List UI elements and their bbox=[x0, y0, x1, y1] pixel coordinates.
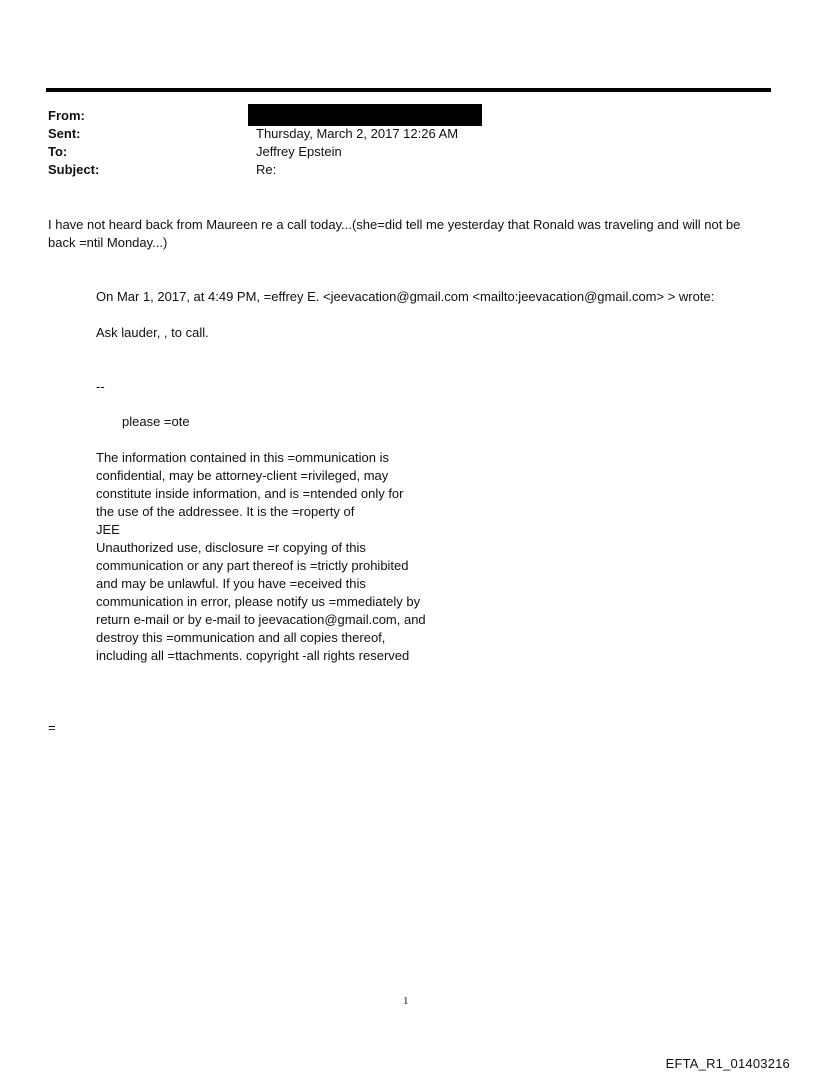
disclaimer-line: including all =ttachments. copyright -all rights reserved bbox=[96, 648, 410, 663]
disclaimer-line: communication in error, please notify us =mmediately by bbox=[96, 594, 421, 609]
to-value: Jeffrey Epstein bbox=[256, 144, 342, 159]
header-rule bbox=[46, 88, 771, 92]
disclaimer-line: The information contained in this =ommunication is bbox=[96, 450, 390, 465]
bates-number: EFTA_R1_01403216 bbox=[665, 1056, 790, 1071]
message-line-1: I have not heard back from Maureen re a call today...(she=did tell me yesterday that Ronald was traveling and will not be bbox=[48, 217, 741, 232]
redacted-sender bbox=[248, 104, 482, 126]
sent-value: Thursday, March 2, 2017 12:26 AM bbox=[256, 126, 459, 141]
disclaimer-line: return e-mail or by e-mail to jeevacation@gmail.com, and bbox=[96, 612, 426, 627]
from-label: From: bbox=[48, 108, 85, 123]
disclaimer-line: confidential, may be attorney-client =rivileged, may bbox=[96, 468, 389, 483]
subject-label: Subject: bbox=[48, 162, 100, 177]
disclaimer-line: JEE bbox=[96, 522, 120, 537]
sent-label: Sent: bbox=[48, 126, 81, 141]
trailing-mark: = bbox=[48, 720, 56, 735]
quoted-reply: Ask lauder, , to call. bbox=[96, 325, 209, 340]
quoted-attribution: On Mar 1, 2017, at 4:49 PM, =effrey E. <jeevacation@gmail.com <mailto:jeevacation@gmail.com> > wrote: bbox=[96, 289, 715, 304]
to-label: To: bbox=[48, 144, 68, 159]
disclaimer-line: communication or any part thereof is =trictly prohibited bbox=[96, 558, 409, 573]
disclaimer-line: constitute inside information, and is =ntended only for bbox=[96, 486, 404, 501]
message-line-2: back =ntil Monday...) bbox=[48, 235, 168, 250]
disclaimer-line: the use of the addressee. It is the =roperty of bbox=[96, 504, 355, 519]
disclaimer-line: Unauthorized use, disclosure =r copying of this bbox=[96, 540, 366, 555]
subject-value: Re: bbox=[256, 162, 277, 177]
signature-separator: -- bbox=[96, 379, 105, 394]
disclaimer-line: destroy this =ommunication and all copies thereof, bbox=[96, 630, 386, 645]
please-note: please =ote bbox=[122, 414, 190, 429]
disclaimer-line: and may be unlawful. If you have =eceived this bbox=[96, 576, 366, 591]
page-number: 1 bbox=[403, 995, 409, 1007]
